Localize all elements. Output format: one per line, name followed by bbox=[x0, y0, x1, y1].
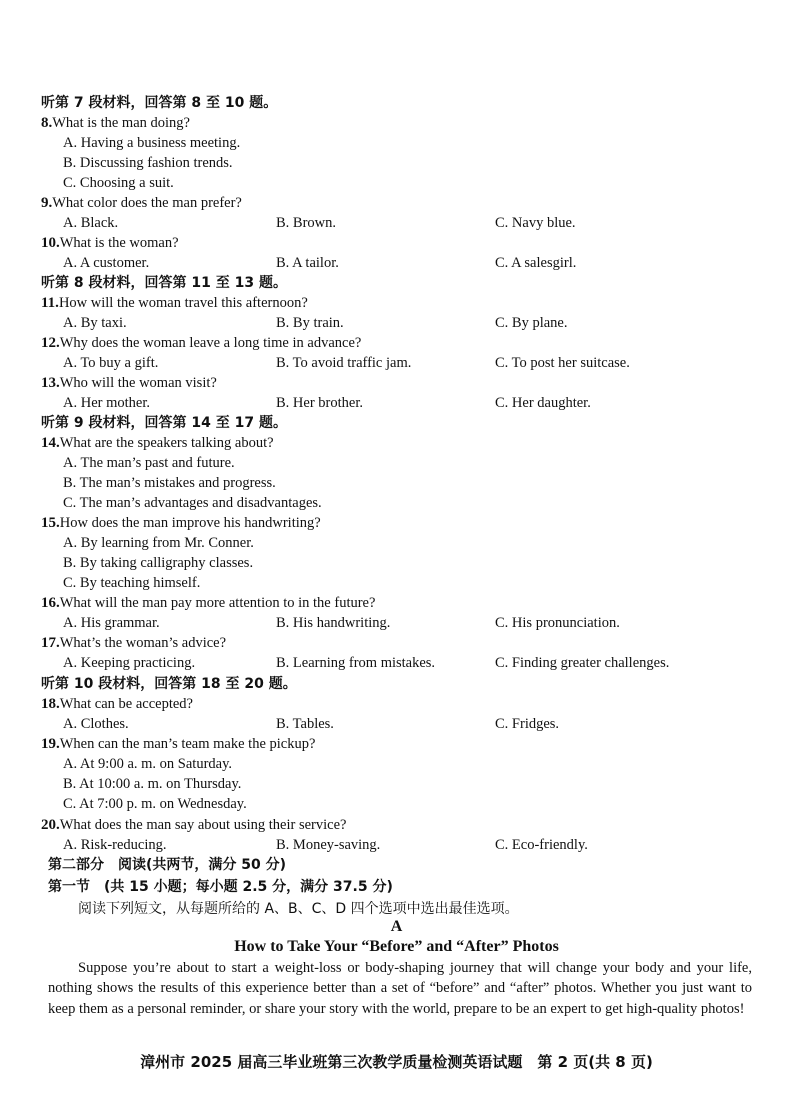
part-two-header bbox=[0, 855, 793, 875]
q18-options bbox=[0, 714, 793, 734]
question-number: 17. bbox=[41, 635, 60, 651]
option-c: C. Eco-friendly. bbox=[495, 837, 588, 853]
option-c: C. Fridges. bbox=[495, 716, 560, 732]
q8-option-c bbox=[0, 173, 793, 193]
question-9 bbox=[0, 193, 793, 213]
q14-option-b bbox=[0, 473, 793, 493]
option-c: C. At 7:00 p. m. on Wednesday. bbox=[63, 796, 247, 812]
section-10-text: 听第 10 段材料，回答第 18 至 20 题。 bbox=[41, 676, 297, 692]
question-number: 19. bbox=[41, 736, 60, 752]
option-a: A. Having a business meeting. bbox=[63, 135, 241, 151]
question-text: What are the speakers talking about? bbox=[59, 435, 274, 451]
passage-letter: A bbox=[390, 918, 403, 935]
option-c: C. His pronunciation. bbox=[495, 615, 620, 631]
question-number: 16. bbox=[41, 595, 60, 611]
q15-option-c bbox=[0, 573, 793, 593]
passage-title: How to Take Your “Before” and “After” Photos bbox=[234, 938, 559, 955]
question-8 bbox=[0, 113, 793, 133]
question-13 bbox=[0, 373, 793, 393]
option-b: B. A tailor. bbox=[276, 255, 339, 271]
section-one-text: 第一节 (共 15 小题；每小题 2.5 分，满分 37.5 分) bbox=[48, 879, 393, 895]
option-a: A. Keeping practicing. bbox=[63, 655, 196, 671]
reading-instruction bbox=[0, 899, 793, 919]
question-text: When can the man’s team make the pickup? bbox=[59, 736, 316, 752]
question-text: What will the man pay more attention to in the future? bbox=[59, 595, 376, 611]
option-b: B. By train. bbox=[276, 315, 344, 331]
option-c: C. Finding greater challenges. bbox=[495, 655, 670, 671]
question-text: What color does the man prefer? bbox=[52, 195, 242, 211]
question-number: 14. bbox=[41, 435, 60, 451]
option-a: A. Her mother. bbox=[63, 395, 150, 411]
option-a: A. His grammar. bbox=[63, 615, 160, 631]
option-c: C. By teaching himself. bbox=[63, 575, 201, 591]
option-a: A. By learning from Mr. Conner. bbox=[63, 535, 254, 551]
question-20 bbox=[0, 815, 793, 835]
q17-options bbox=[0, 653, 793, 673]
section-header-9 bbox=[0, 413, 793, 433]
option-a: A. The man’s past and future. bbox=[63, 455, 235, 471]
question-number: 12. bbox=[41, 335, 60, 351]
question-number: 15. bbox=[41, 515, 60, 531]
option-c: C. The man’s advantages and disadvantages. bbox=[63, 495, 322, 511]
section-header-10 bbox=[0, 674, 793, 694]
question-number: 20. bbox=[41, 817, 60, 833]
question-14 bbox=[0, 433, 793, 453]
section-7-text: 听第 7 段材料，回答第 8 至 10 题。 bbox=[41, 95, 278, 111]
question-number: 9. bbox=[41, 195, 53, 211]
option-b: B. To avoid traffic jam. bbox=[276, 355, 412, 371]
q11-options bbox=[0, 313, 793, 333]
q16-options bbox=[0, 613, 793, 633]
option-b: B. By taking calligraphy classes. bbox=[63, 555, 254, 571]
option-b: B. Brown. bbox=[276, 215, 337, 231]
passage-paragraph: Suppose you’re about to start a weight-loss or body-shaping journey that will change your body and your life, nothing shows the results of this experience better than a set of “before” and “after” photos. Whether you just want to keep them as a personal reminder, or share your story with the world, prepare to be an expert to get high-quality photos! bbox=[48, 960, 752, 1017]
question-19 bbox=[0, 734, 793, 754]
q19-option-b bbox=[0, 774, 793, 794]
question-15 bbox=[0, 513, 793, 533]
question-number: 11. bbox=[41, 295, 59, 311]
instruction-text: 阅读下列短文，从每题所给的 A、B、C、D 四个选项中选出最佳选项。 bbox=[78, 901, 519, 917]
question-text: What is the man doing? bbox=[52, 115, 190, 131]
question-text: What is the woman? bbox=[59, 235, 179, 251]
option-b: B. Learning from mistakes. bbox=[276, 655, 436, 671]
q14-option-c bbox=[0, 493, 793, 513]
option-c: C. A salesgirl. bbox=[495, 255, 577, 271]
part-two-text: 第二部分 阅读(共两节，满分 50 分) bbox=[48, 857, 287, 873]
q20-options bbox=[0, 835, 793, 855]
q19-option-c bbox=[0, 794, 793, 814]
option-a: A. To buy a gift. bbox=[63, 355, 159, 371]
question-12 bbox=[0, 333, 793, 353]
question-text: What’s the woman’s advice? bbox=[59, 635, 227, 651]
question-number: 8. bbox=[41, 115, 53, 131]
question-number: 10. bbox=[41, 235, 60, 251]
question-text: Why does the woman leave a long time in advance? bbox=[59, 335, 362, 351]
question-16 bbox=[0, 593, 793, 613]
q14-option-a bbox=[0, 453, 793, 473]
option-a: A. A customer. bbox=[63, 255, 150, 271]
option-c: C. By plane. bbox=[495, 315, 568, 331]
option-b: B. The man’s mistakes and progress. bbox=[63, 475, 276, 491]
question-text: What does the man say about using their service? bbox=[59, 817, 347, 833]
question-text: How will the woman travel this afternoon? bbox=[58, 295, 308, 311]
question-number: 18. bbox=[41, 696, 60, 712]
q9-options bbox=[0, 213, 793, 233]
option-a: A. Clothes. bbox=[63, 716, 129, 732]
option-b: B. Discussing fashion trends. bbox=[63, 155, 233, 171]
q12-options bbox=[0, 353, 793, 373]
section-header-8 bbox=[0, 273, 793, 293]
question-text: Who will the woman visit? bbox=[59, 375, 217, 391]
question-11 bbox=[0, 293, 793, 313]
option-c: C. Her daughter. bbox=[495, 395, 591, 411]
q15-option-b bbox=[0, 553, 793, 573]
q10-options bbox=[0, 253, 793, 273]
option-b: B. Her brother. bbox=[276, 395, 363, 411]
question-17 bbox=[0, 633, 793, 653]
option-c: C. Choosing a suit. bbox=[63, 175, 174, 191]
option-c: C. To post her suitcase. bbox=[495, 355, 630, 371]
option-a: A. At 9:00 a. m. on Saturday. bbox=[63, 756, 233, 772]
q8-option-a bbox=[0, 133, 793, 153]
q8-option-b bbox=[0, 153, 793, 173]
option-a: A. By taxi. bbox=[63, 315, 127, 331]
option-a: A. Black. bbox=[63, 215, 119, 231]
question-text: How does the man improve his handwriting? bbox=[59, 515, 321, 531]
q19-option-a bbox=[0, 754, 793, 774]
section-9-text: 听第 9 段材料，回答第 14 至 17 题。 bbox=[41, 415, 287, 431]
option-b: B. His handwriting. bbox=[276, 615, 391, 631]
question-text: What can be accepted? bbox=[59, 696, 193, 712]
q13-options bbox=[0, 393, 793, 413]
page-footer: 漳州市 2025 届高三毕业班第三次教学质量检测英语试题 第 2 页(共 8 页) bbox=[140, 1053, 653, 1071]
section-8-text: 听第 8 段材料，回答第 11 至 13 题。 bbox=[41, 275, 287, 291]
option-a: A. Risk-reducing. bbox=[63, 837, 167, 853]
q15-option-a bbox=[0, 533, 793, 553]
option-c: C. Navy blue. bbox=[495, 215, 576, 231]
option-b: B. At 10:00 a. m. on Thursday. bbox=[63, 776, 242, 792]
question-10 bbox=[0, 233, 793, 253]
section-one-header bbox=[0, 877, 793, 897]
option-b: B. Money-saving. bbox=[276, 837, 381, 853]
section-header-7 bbox=[0, 93, 793, 113]
question-number: 13. bbox=[41, 375, 60, 391]
option-b: B. Tables. bbox=[276, 716, 334, 732]
question-18 bbox=[0, 694, 793, 714]
